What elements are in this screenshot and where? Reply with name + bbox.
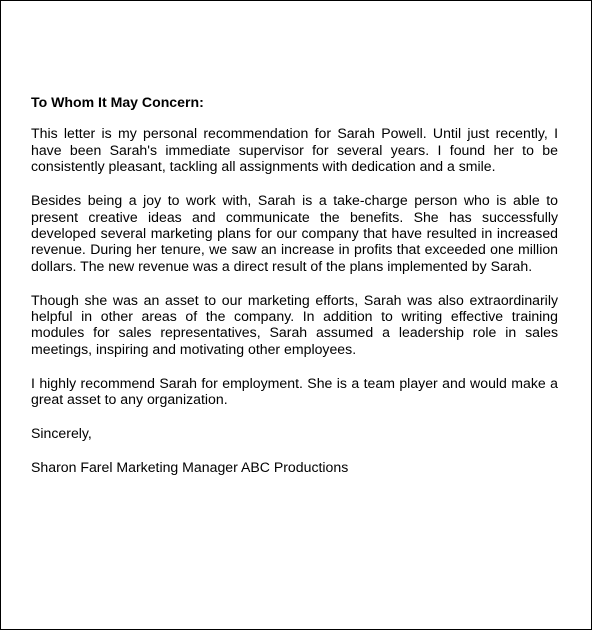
- paragraph-recommendation: This letter is my personal recommendation for Sarah Powell. Until just recently, I have been Sarah's immediate supervisor for several years. I found her to be consistently pleasant, tackling all assignments with dedication and a smile.: [31, 125, 558, 175]
- paragraph-helpfulness: Though she was an asset to our marketing efforts, Sarah was also extraordinarily helpful in other areas of the company. In addition to writing effective training modules for sales representatives, Sarah assumed a leadership role in sales meetings, inspiring and motivating other employees.: [31, 291, 558, 357]
- letter-body: [31, 94, 558, 475]
- signature: Sharon Farel Marketing Manager ABC Productions: [31, 459, 349, 475]
- salutation: To Whom It May Concern:: [31, 94, 204, 110]
- paragraph-achievements: Besides being a joy to work with, Sarah is a take-charge person who is able to present creative ideas and communicate the benefits. She has successfully developed several marketing plans for our company that have resulted in increased revenue. During her tenure, we saw an increase in profits that exceeded one million dollars. The new revenue was a direct result of the plans implemented by Sarah.: [31, 192, 558, 274]
- closing: Sincerely,: [31, 425, 92, 442]
- paragraph-conclusion: I highly recommend Sarah for employment. She is a team player and would make a great asset to any organization.: [31, 374, 558, 408]
